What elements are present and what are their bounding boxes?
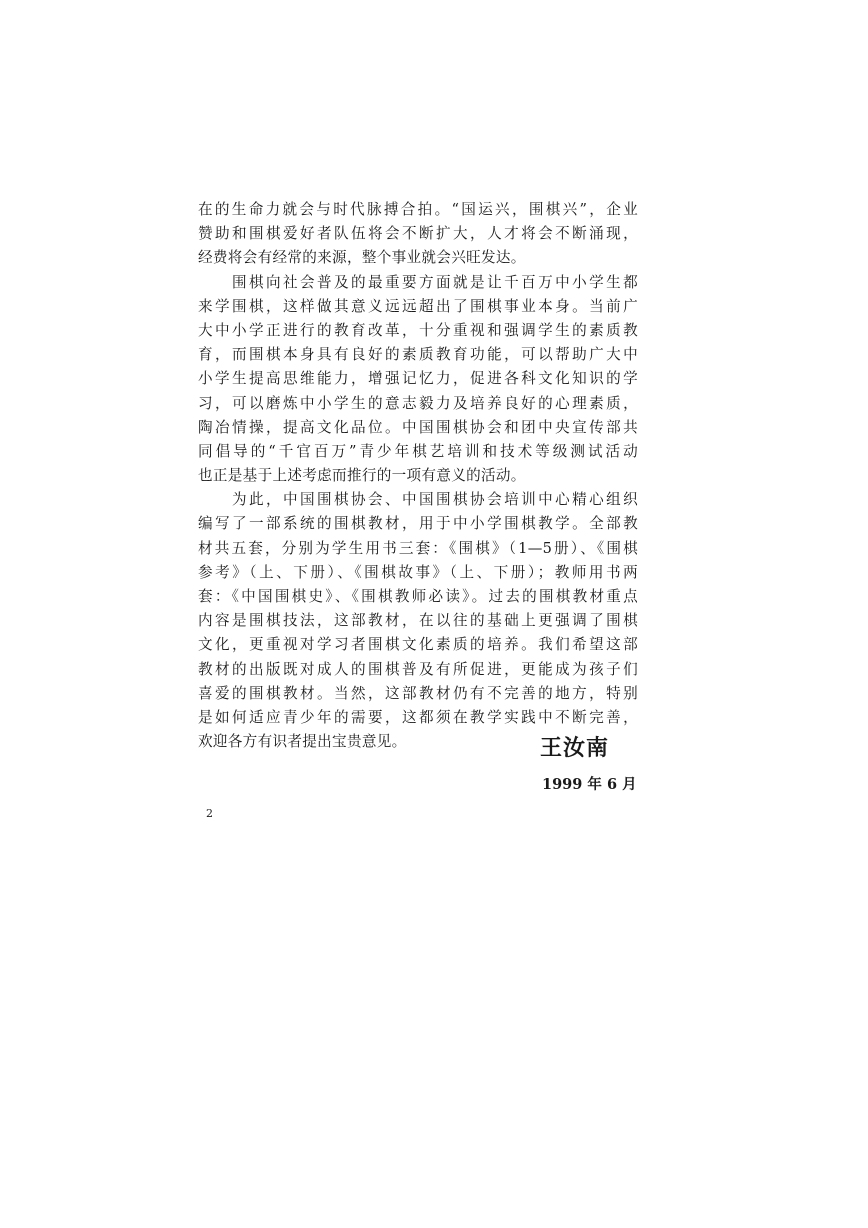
text-line: 习，可以磨炼中小学生的意志毅力及培养良好的心理素质， bbox=[198, 394, 638, 412]
text-line: 文化，更重视对学习者围棋文化素质的培养。我们希望这部 bbox=[198, 636, 638, 654]
body-text bbox=[198, 198, 638, 754]
text-line: 编写了一部系统的围棋教材，用于中小学围棋教学。全部教 bbox=[198, 515, 638, 533]
text-line: 育，而围棋本身具有良好的素质教育功能，可以帮助广大中 bbox=[198, 346, 638, 364]
text-line: 同倡导的“千官百万”青少年棋艺培训和技术等级测试活动 bbox=[198, 442, 638, 460]
text-line: 材共五套，分别为学生用书三套：《围棋》（1—5册）、《围棋 bbox=[198, 539, 638, 557]
text-line: 欢迎各方有识者提出宝贵意见。 bbox=[198, 733, 407, 751]
text-line: 围棋向社会普及的最重要方面就是让千百万中小学生都 bbox=[198, 273, 638, 291]
text-line: 陶冶情操，提高文化品位。中国围棋协会和团中央宣传部共 bbox=[198, 418, 638, 436]
text-line: 为此，中国围棋协会、中国围棋协会培训中心精心组织 bbox=[198, 491, 638, 509]
text-line: 也正是基于上述考虑而推行的一项有意义的活动。 bbox=[198, 467, 526, 485]
text-line: 是如何适应青少年的需要，这都须在教学实践中不断完善， bbox=[198, 708, 638, 726]
page-number: 2 bbox=[206, 807, 213, 820]
text-line: 经费将会有经常的来源，整个事业就会兴旺发达。 bbox=[198, 249, 526, 267]
text-line: 教材的出版既对成人的围棋普及有所促进，更能成为孩子们 bbox=[198, 660, 638, 678]
text-line: 赞助和围棋爱好者队伍将会不断扩大，人才将会不断涌现， bbox=[198, 225, 638, 243]
text-line: 在的生命力就会与时代脉搏合拍。“国运兴，围棋兴”，企业 bbox=[198, 201, 638, 218]
signature-date: 1999 年 6 月 bbox=[542, 776, 637, 793]
author-signature: 王汝南 bbox=[540, 735, 610, 761]
text-line: 内容是围棋技法，这部教材，在以往的基础上更强调了围棋 bbox=[198, 612, 638, 630]
text-line: 小学生提高思维能力，增强记忆力，促进各科文化知识的学 bbox=[198, 370, 638, 388]
text-line: 大中小学正进行的教育改革，十分重视和强调学生的素质教 bbox=[198, 321, 638, 339]
text-line: 来学围棋，这样做其意义远远超出了围棋事业本身。当前广 bbox=[198, 297, 638, 315]
text-line: 喜爱的围棋教材。当然，这部教材仍有不完善的地方，特别 bbox=[198, 684, 638, 702]
text-line: 参考》（上、下册）、《围棋故事》（上、下册）；教师用书两 bbox=[198, 563, 638, 581]
text-line: 套：《中国围棋史》、《围棋教师必读》。过去的围棋教材重点 bbox=[198, 588, 638, 605]
